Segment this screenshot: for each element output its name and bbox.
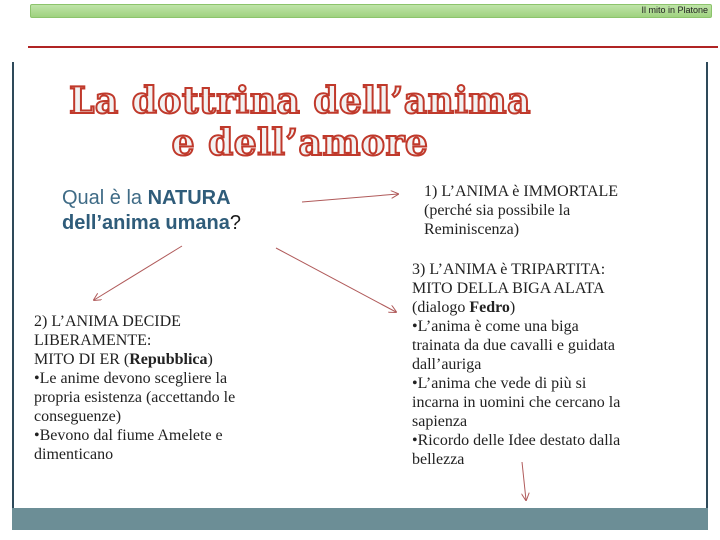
- mito-suffix: ): [207, 351, 213, 368]
- mito-work: Repubblica: [129, 351, 208, 368]
- box1-line: Reminiscenza): [424, 221, 520, 238]
- running-title: Il mito in Platone: [641, 5, 708, 15]
- box3-line: dall’auriga: [412, 356, 482, 373]
- box3-line: bellezza: [412, 451, 465, 468]
- arrow-to-mito-di-er: [94, 246, 182, 300]
- arrow-to-immortale: [302, 194, 398, 202]
- dialogo-work: Fedro: [469, 299, 510, 316]
- box1-line: 1) L’ANIMA è IMMORTALE: [424, 183, 619, 200]
- box3-line: incarna in uomini che cercano la: [412, 394, 621, 411]
- box3-line: sapienza: [412, 413, 468, 430]
- title-line-1: La dottrina dell’anima: [69, 80, 531, 122]
- question-text: Qual è la: [62, 187, 148, 209]
- box1-line: (perché sia possibile la: [424, 202, 571, 219]
- title-line-2: e dell’amore: [171, 122, 429, 164]
- dialogo-prefix: (dialogo: [412, 299, 470, 316]
- box3-line: MITO DELLA BIGA ALATA: [412, 280, 605, 297]
- mito-prefix: MITO DI ER (: [34, 351, 130, 368]
- question-keyword: NATURA: [147, 187, 231, 209]
- box2-line: propria esistenza (accettando le: [34, 389, 236, 406]
- box2-line: dimenticano: [34, 446, 114, 463]
- box3-line: trainata da due cavalli e guidata: [412, 337, 616, 354]
- box2-line: •Le anime devono scegliere la: [34, 370, 228, 387]
- arrow-to-biga-alata: [276, 248, 396, 312]
- dialogo-suffix: ): [509, 299, 516, 316]
- box2-line: LIBERAMENTE:: [34, 332, 152, 349]
- question-subject: dell’anima umana: [62, 212, 230, 234]
- box2-line: 2) L’ANIMA DECIDE: [34, 313, 181, 330]
- box3-line: •L’anima che vede di più si: [412, 375, 587, 392]
- arrow-down: [522, 462, 526, 500]
- box3-line: 3) L’ANIMA è TRIPARTITA:: [412, 261, 606, 278]
- box3-line: •Ricordo delle Idee destato dalla: [412, 432, 621, 449]
- question-mark: ?: [229, 212, 241, 234]
- box2-line: •Bevono dal fiume Amelete e: [34, 427, 223, 444]
- box2-line: conseguenze): [34, 408, 122, 425]
- box3-line: •L’anima è come una biga: [412, 318, 579, 335]
